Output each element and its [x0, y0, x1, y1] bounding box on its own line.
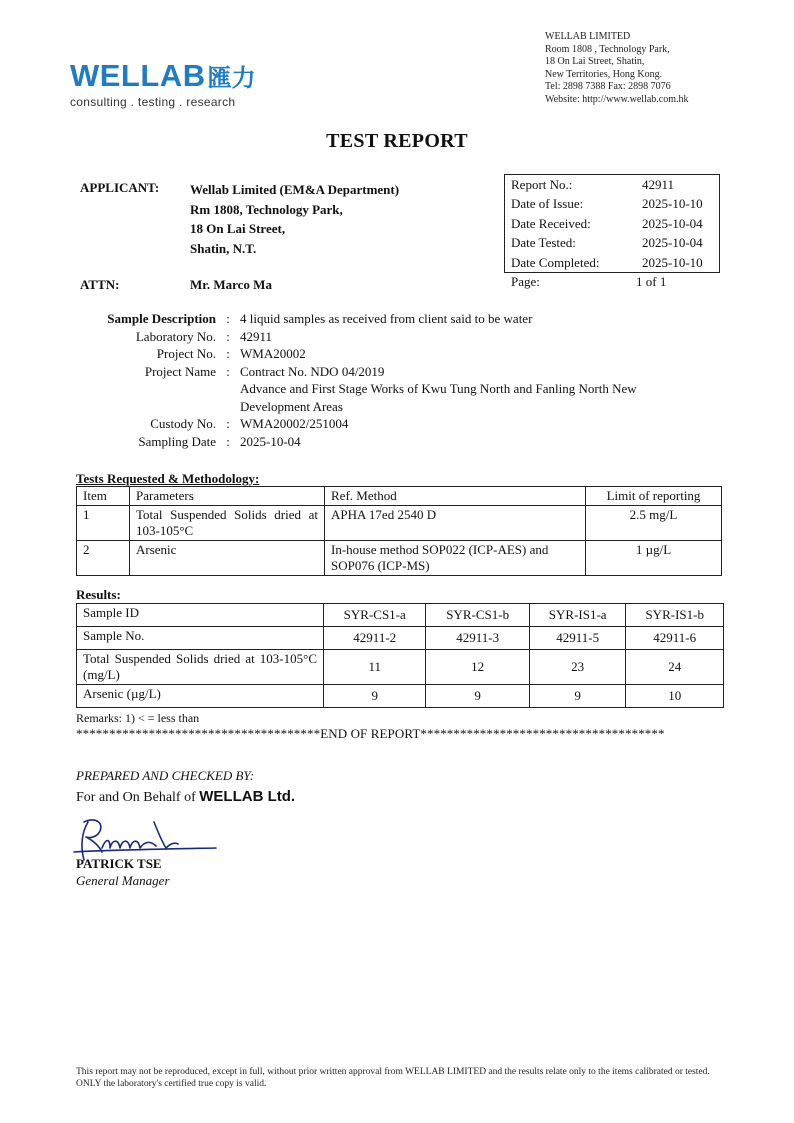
logo-tagline: consulting . testing . research [70, 95, 236, 109]
sample-label [84, 380, 216, 398]
sample-value: Development Areas [240, 398, 343, 414]
table-row [77, 604, 724, 627]
sample-value: 42911 [240, 328, 273, 344]
sample-row [84, 310, 710, 328]
result-cell: 42911-2 [324, 627, 426, 650]
company-line: 18 On Lai Street, Shatin, [545, 56, 645, 68]
table-header-cell: Ref. Method [325, 487, 586, 506]
applicant-label: APPLICANT: [80, 180, 160, 195]
report-info-value: 42911 [642, 177, 675, 192]
sample-colon: : [226, 416, 230, 431]
sample-value: 4 liquid samples as received from client said to be water [240, 311, 533, 326]
table-header-cell: Parameters [130, 487, 325, 506]
sample-colon: : [226, 433, 230, 449]
page-title: TEST REPORT [326, 130, 468, 152]
report-info-value: 2025-10-10 [642, 196, 703, 212]
result-cell: 10 [626, 685, 724, 708]
result-cell: SYR-IS1-b [626, 604, 724, 627]
applicant-line: Rm 1808, Technology Park, [190, 201, 343, 217]
result-cell: 11 [324, 650, 426, 685]
result-cell: 12 [426, 650, 529, 685]
sample-colon: : [226, 328, 230, 344]
result-cell: SYR-IS1-a [529, 604, 626, 627]
result-cell: 42911-6 [626, 627, 724, 650]
table-row [77, 627, 724, 650]
test-limit: 2.5 mg/L [586, 506, 722, 541]
test-method: In-house method SOP022 (ICP-AES) and SOP076 (ICP-MS) [325, 541, 586, 576]
sample-colon: : [226, 311, 230, 326]
company-line: Tel: 2898 7388 Fax: 2898 7076 [545, 81, 671, 93]
end-of-report-line: *************************************END OF REPORT************************************* [76, 726, 665, 741]
company-line: Website: http://www.wellab.com.hk [545, 93, 689, 105]
report-info-row [505, 233, 719, 252]
page-key: Page: [511, 274, 540, 289]
sample-label: Project Name [144, 363, 216, 379]
report-info-value: 2025-10-10 [642, 254, 703, 270]
sample-row [84, 328, 710, 346]
result-cell: 42911-3 [426, 627, 529, 650]
sample-colon: : [226, 363, 230, 379]
result-label: Sample No. [77, 627, 324, 650]
sample-details [84, 310, 710, 450]
result-cell: 42911-5 [529, 627, 626, 650]
applicant-line: Wellab Limited (EM&A Department) [190, 182, 400, 197]
applicant-address [190, 180, 399, 258]
sample-row [84, 380, 710, 398]
on-behalf-prefix: For and On Behalf of [76, 790, 200, 805]
signer-name: PATRICK TSE [76, 856, 162, 871]
sample-row [84, 415, 710, 433]
table-row [77, 506, 722, 541]
report-info-key: Date Received: [511, 215, 591, 231]
result-cell: 9 [426, 685, 529, 708]
sample-row [84, 363, 710, 381]
result-label: Arsenic (µg/L) [77, 685, 324, 708]
report-info-box [504, 174, 720, 273]
remarks: Remarks: 1) < = less than [76, 711, 200, 725]
applicant-line: Shatin, N.T. [190, 240, 257, 256]
sample-label: Custody No. [150, 416, 216, 431]
table-header-cell: Limit of reporting [586, 487, 722, 506]
result-cell: 9 [324, 685, 426, 708]
result-cell: SYR-CS1-b [426, 604, 529, 627]
sample-value: WMA20002/251004 [240, 416, 349, 431]
report-info-key: Report No.: [511, 177, 573, 192]
test-parameter: Total Suspended Solids dried at 103-105°C [130, 506, 325, 541]
test-item: 2 [77, 541, 130, 576]
test-limit: 1 µg/L [586, 541, 722, 576]
company-line: WELLAB LIMITED [545, 31, 631, 42]
sample-row [84, 345, 710, 363]
page-value: 1 of 1 [636, 274, 667, 289]
report-info-row [505, 175, 719, 194]
prepared-by-label: PREPARED AND CHECKED BY: [76, 768, 255, 783]
result-cell: 23 [529, 650, 626, 685]
sample-row [84, 398, 710, 416]
company-line: Room 1808 , Technology Park, [545, 43, 670, 55]
logo-chinese: 匯力 [207, 64, 256, 92]
tests-heading: Tests Requested & Methodology: [76, 471, 260, 486]
table-row [77, 541, 722, 576]
test-item: 1 [77, 506, 130, 541]
sample-label: Laboratory No. [135, 328, 216, 344]
report-info-key: Date Completed: [511, 254, 600, 270]
result-cell: 24 [626, 650, 724, 685]
sample-value: 2025-10-04 [240, 433, 301, 449]
attn-name: Mr. Marco Ma [190, 277, 272, 292]
sample-value: Contract No. NDO 04/2019 [240, 363, 385, 379]
applicant-line: 18 On Lai Street, [190, 221, 286, 236]
table-header-row [77, 487, 722, 506]
company-logo [70, 58, 256, 109]
footer-disclaimer: This report may not be reproduced, except in full, without prior written approval from WELLAB LIMITED and the results relate only to the items calibrated or tested. ONLY the laboratory's certified true copy is valid. [76, 1067, 710, 1089]
logo-wordmark: WELLAB [70, 58, 206, 93]
result-label: Total Suspended Solids dried at 103-105°C (mg/L) [77, 650, 324, 685]
tests-table [76, 486, 722, 576]
company-address [545, 31, 689, 107]
on-behalf-company: WELLAB Ltd. [199, 788, 296, 805]
page-indicator [511, 274, 666, 290]
on-behalf-line [76, 788, 295, 806]
sample-row [84, 433, 710, 451]
sample-value: Advance and First Stage Works of Kwu Tung North and Fanling North New [240, 381, 637, 396]
report-info-value: 2025-10-04 [642, 215, 703, 231]
table-row [77, 650, 724, 685]
report-info-key: Date of Issue: [511, 196, 584, 212]
report-info-row [505, 194, 719, 213]
sample-label: Project No. [156, 346, 216, 361]
result-cell: SYR-CS1-a [324, 604, 426, 627]
table-row [77, 685, 724, 708]
test-method: APHA 17ed 2540 D [325, 506, 586, 541]
result-cell: 9 [529, 685, 626, 708]
sample-label: Sampling Date [138, 433, 216, 449]
test-parameter: Arsenic [130, 541, 325, 576]
report-info-row [505, 214, 719, 233]
sample-colon: : [226, 346, 230, 361]
signer-title: General Manager [76, 873, 170, 888]
results-heading: Results: [76, 587, 121, 602]
report-info-value: 2025-10-04 [642, 235, 703, 251]
attn-label: ATTN: [80, 277, 120, 292]
sample-label: Sample Description [107, 311, 216, 326]
company-line: New Territories, Hong Kong. [545, 68, 663, 80]
sample-value: WMA20002 [240, 346, 306, 361]
report-info-key: Date Tested: [511, 235, 576, 251]
result-label: Sample ID [77, 604, 324, 627]
report-info-row [505, 253, 719, 272]
sample-label [84, 398, 216, 416]
results-table [76, 603, 724, 708]
table-header-cell: Item [77, 487, 130, 506]
